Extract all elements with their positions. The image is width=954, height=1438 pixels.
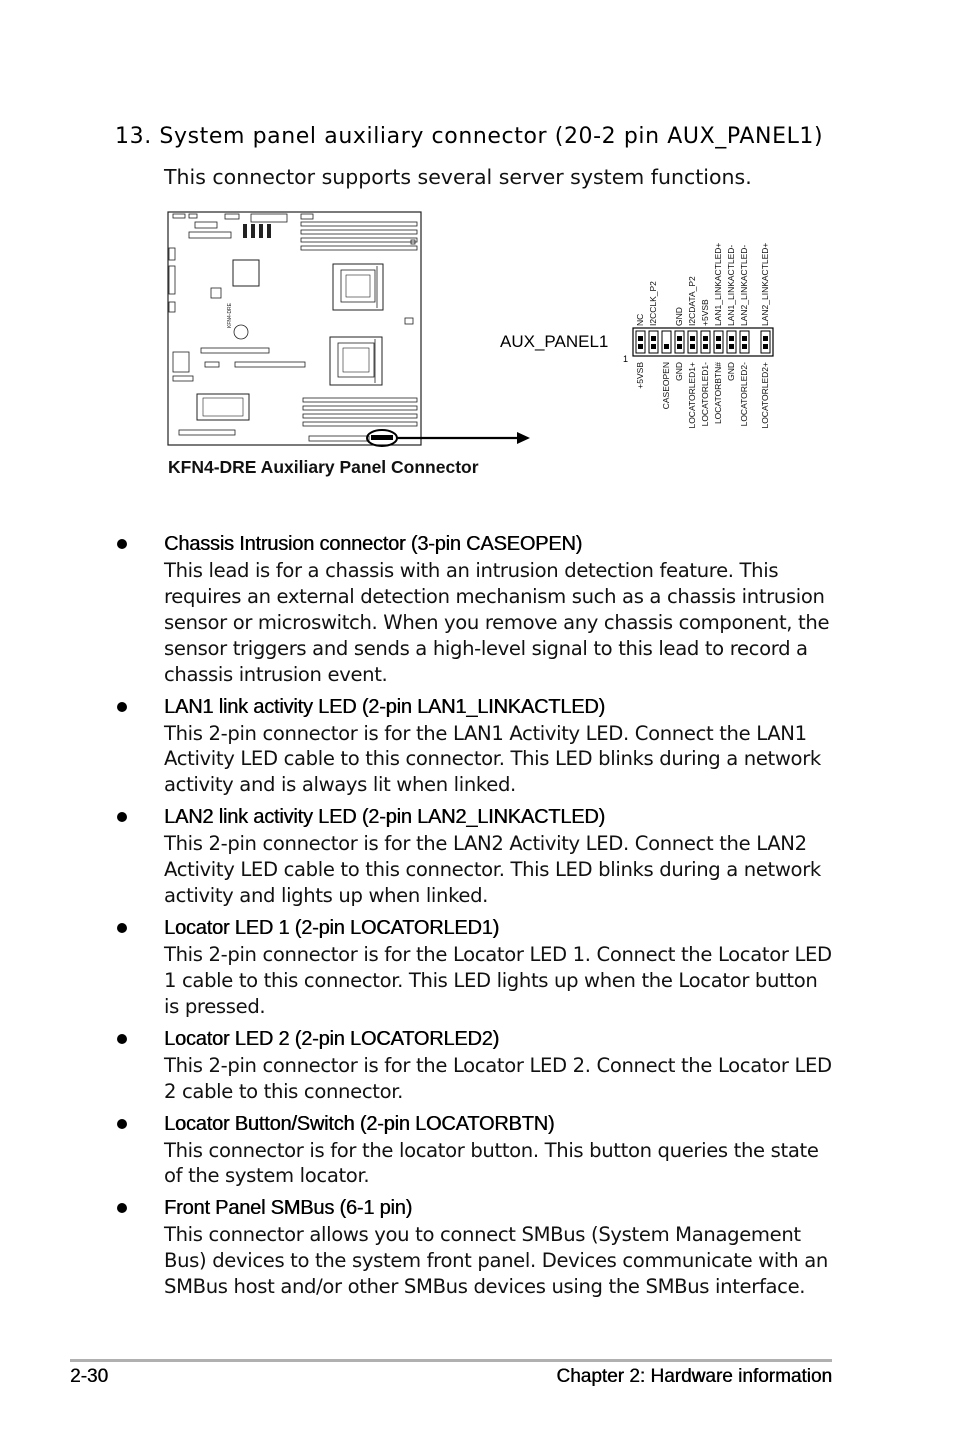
pin-label-top: LAN1_LINKACTLED+ xyxy=(713,242,723,326)
pin-label-top: I2CDATA_P2 xyxy=(687,276,697,326)
bullet-dot-icon xyxy=(117,1119,127,1129)
pin-label-top: LAN2_LINKACTLED+ xyxy=(760,242,770,326)
pin-label-top: GND xyxy=(674,307,684,326)
bullet-title: Locator LED 1 (2-pin LOCATORLED1) xyxy=(164,916,500,939)
pin-label-top: +5VSB xyxy=(700,299,710,326)
pin-label-bottom: LOCATORLED1+ xyxy=(687,362,697,429)
bullet-dot-icon xyxy=(117,702,127,712)
bullet-locatorled1 xyxy=(115,916,835,1020)
pin-label-top: LAN2_LINKACTLED- xyxy=(739,244,749,326)
bullet-dot-icon xyxy=(117,923,127,933)
pin-label-bottom: LOCATORBTN# xyxy=(713,362,723,425)
section-intro: This connector supports several server system functions. xyxy=(164,165,752,189)
pin-label-bottom: +5VSB xyxy=(635,362,645,389)
pin-label-bottom: LOCATORLED2- xyxy=(739,362,749,427)
bullet-title: LAN1 link activity LED (2-pin LAN1_LINKACTLED) xyxy=(164,695,605,718)
bullet-dot-icon xyxy=(117,812,127,822)
section-heading: 13. System panel auxiliary connector (20-2 pin AUX_PANEL1) xyxy=(115,124,824,149)
pin-label-top: I2CCLK_P2 xyxy=(648,281,658,326)
bullet-body: This connector is for the locator button. This button queries the state of the system locator. xyxy=(164,1138,819,1188)
pin-label-top: LAN1_LINKACTLED- xyxy=(726,244,736,326)
bullet-body: This connector allows you to connect SMBus (System Management Bus) devices to the system front panel. Devices communicate with an SMBus host and/or other SMBus devices using the SMBus interface. xyxy=(164,1223,828,1299)
board-label: KFN4-DRE xyxy=(227,302,233,328)
bullet-caseopen xyxy=(115,532,835,688)
bullet-body: This 2-pin connector is for the LAN2 Activity LED. Connect the LAN2 Activity LED cable to this connector. This LED blinks during a network activity and lights up when linked. xyxy=(164,832,821,908)
figure-caption: KFN4-DRE Auxiliary Panel Connector xyxy=(168,457,479,477)
bullet-title: Front Panel SMBus (6-1 pin) xyxy=(164,1197,413,1220)
bullet-title: Locator Button/Switch (2-pin LOCATORBTN) xyxy=(164,1112,555,1135)
bullet-body: This 2-pin connector is for the LAN1 Activity LED. Connect the LAN1 Activity LED cable to this connector. This LED blinks during a network activity and is always lit when linked. xyxy=(164,721,821,797)
pin-label-bottom: GND xyxy=(674,362,684,381)
page-number: 2-30 xyxy=(70,1366,109,1387)
bullet-list xyxy=(115,532,835,1307)
bullet-dot-icon xyxy=(117,1034,127,1044)
bullet-body: This 2-pin connector is for the Locator LED 2. Connect the Locator LED 2 cable to this connector. xyxy=(164,1053,832,1103)
bullet-dot-icon xyxy=(117,539,127,549)
pin-label-bottom: LOCATORLED1- xyxy=(700,362,710,427)
motherboard-diagram xyxy=(165,210,805,490)
bullet-smbus xyxy=(115,1196,835,1300)
bullet-body: This lead is for a chassis with an intrusion detection feature. This requires an external detection mechanism such as a chassis intrusion sensor or microswitch. When you remove any chassis component, the sensor triggers and sends a high-level signal to this lead to record a chassis intrusion event. xyxy=(164,559,830,686)
bullet-locatorbtn xyxy=(115,1112,835,1190)
connector-figure xyxy=(165,210,805,490)
aux-panel-header xyxy=(633,328,773,356)
pin-label-bottom: GND xyxy=(726,362,736,381)
pin-label-top: NC xyxy=(635,313,645,326)
bullet-dot-icon xyxy=(117,1203,127,1213)
connector-label: AUX_PANEL1 xyxy=(500,332,609,351)
bullet-locatorled2 xyxy=(115,1027,835,1105)
bullet-title: Locator LED 2 (2-pin LOCATORLED2) xyxy=(164,1027,500,1050)
pin-label-bottom: CASEOPEN xyxy=(661,362,671,410)
chapter-title: Chapter 2: Hardware information xyxy=(556,1366,832,1387)
pin1-label: 1 xyxy=(623,354,629,364)
bullet-title: Chassis Intrusion connector (3-pin CASEOPEN) xyxy=(164,533,583,555)
bullet-lan1 xyxy=(115,695,835,799)
bullet-body: This 2-pin connector is for the Locator LED 1. Connect the Locator LED 1 cable to this connector. This LED lights up when the Locator button is pressed. xyxy=(164,942,832,1018)
pin-label-bottom: LOCATORLED2+ xyxy=(760,362,770,429)
bullet-title: LAN2 link activity LED (2-pin LAN2_LINKACTLED) xyxy=(164,806,605,829)
footer-divider xyxy=(70,1359,832,1362)
bullet-lan2 xyxy=(115,805,835,909)
